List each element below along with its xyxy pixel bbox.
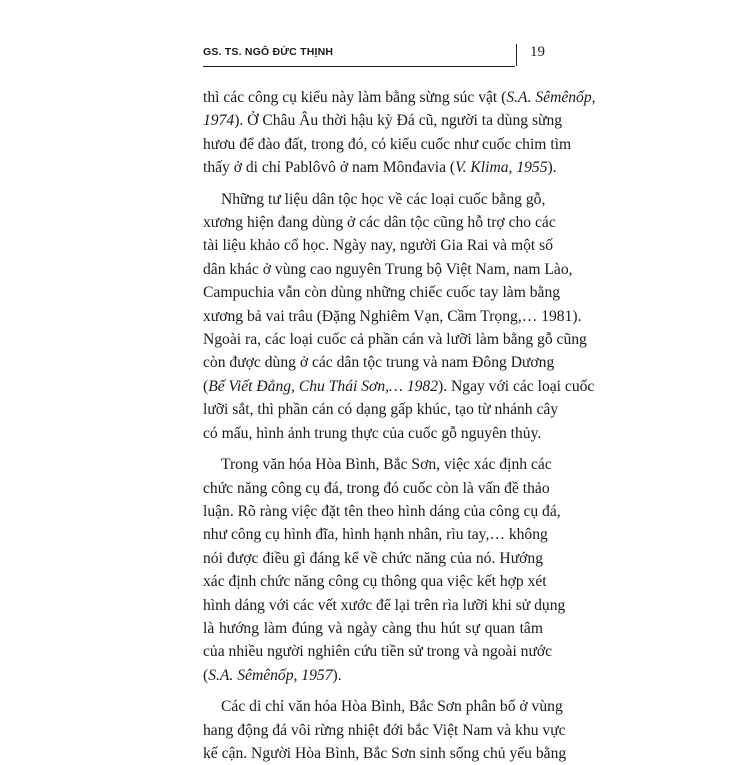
text-line: [203, 570, 547, 593]
text-run: tài liệu khảo cổ học. Ngày nay, người Gia Rai và một số: [203, 237, 554, 255]
running-header: [203, 44, 515, 67]
paragraph: [203, 86, 596, 180]
text-run: chức năng công cụ đá, trong đó cuốc còn là vấn đề thảo: [203, 479, 550, 497]
text-run: xương bả vai trâu (Đặng Nghiêm Vạn, Cầm Trọng,… 1981).: [203, 307, 582, 325]
text-run: ).: [332, 666, 342, 684]
text-line: [203, 328, 587, 351]
text-line: [203, 695, 563, 718]
header-author: GS. TS. NGÔ ĐỨC THỊNH: [203, 46, 334, 58]
text-run: ). Ngay với các loại cuốc: [438, 377, 595, 395]
page-number: 19: [530, 44, 545, 60]
text-run: luận. Rõ ràng việc đặt tên theo hình dáng của công cụ đá,: [203, 502, 561, 520]
text-run: có mấu, hình ảnh trung thực của cuốc gỗ nguyên thủy.: [203, 424, 542, 442]
text-run: Campuchia vẫn còn dùng những chiếc cuốc tay làm bằng: [203, 284, 561, 302]
text-run: Các di chỉ văn hóa Hòa Bình, Bắc Sơn phân bố ở vùng: [221, 698, 563, 716]
text-run: hang động đá vôi rừng nhiệt đới bắc Việt Nam và khu vực: [203, 721, 566, 739]
text-run: hươu để đào đất, trong đó, có kiểu cuốc như cuốc chim tìm: [203, 135, 572, 153]
text-run: kế cận. Người Hòa Bình, Bắc Sơn sinh sống chủ yếu bằng: [203, 744, 567, 762]
text-run: Ngoài ra, các loại cuốc cả phần cán và lưỡi làm bằng gỗ cũng: [203, 331, 587, 349]
text-line: [203, 351, 555, 374]
text-line: [203, 281, 561, 304]
text-run: Những tư liệu dân tộc học về các loại cuốc bằng gỗ,: [221, 190, 546, 208]
text-line: [203, 664, 543, 687]
text-run: lưỡi sắt, thì phần cán có dạng gấp khúc, tạo từ nhánh cây: [203, 401, 559, 419]
citation-italic: S.A. Sêmênốp,: [506, 89, 596, 106]
text-run: (: [203, 377, 209, 395]
text-line: [203, 234, 554, 257]
text-run: thì các công cụ kiểu này làm bằng sừng súc vật (: [203, 89, 507, 106]
text-line: [203, 640, 553, 663]
paragraph: [203, 188, 595, 445]
text-run: như công cụ hình đĩa, hình hạnh nhân, rìu tay,… không: [203, 526, 548, 544]
text-line: [203, 188, 546, 211]
citation-italic: Bế Viết Đẳng, Chu Thái Sơn,… 1982: [208, 377, 439, 395]
text-run: ).: [547, 159, 557, 177]
text-run: hình dáng với các vết xước để lại trên rìa lưỡi khi sử dụng: [203, 596, 566, 614]
text-line: [203, 617, 543, 640]
text-line: [203, 258, 573, 281]
text-run: Trong văn hóa Hòa Bình, Bắc Sơn, việc xác định các: [221, 456, 552, 474]
citation-italic: 1974: [203, 112, 235, 130]
text-line: [203, 422, 543, 445]
text-line: [203, 133, 572, 156]
paragraph: [203, 695, 567, 765]
text-line: [203, 477, 550, 500]
text-run: (: [203, 666, 209, 684]
paragraph: [203, 453, 566, 687]
header-divider: [516, 44, 517, 66]
text-run: còn được dùng ở các dân tộc trung và nam Đông Dương: [203, 354, 555, 372]
text-run: nói được điều gì đáng kể về chức năng của nó. Hướng: [203, 549, 543, 567]
text-line: [203, 156, 557, 179]
body-text: [203, 86, 596, 765]
text-run: thấy ở di chỉ Pablôvô ở nam Mônđavia (: [203, 159, 456, 177]
text-run: xương hiện đang dùng ở các dân tộc cũng hỗ trợ cho các: [203, 214, 556, 232]
text-run: của nhiều người nghiên cứu tiền sử trong và ngoài nước: [203, 643, 553, 661]
text-run: xác định chức năng công cụ thông qua việc kết hợp xét: [203, 573, 547, 591]
text-line: [203, 375, 595, 398]
citation-italic: S.A. Sêmênốp, 1957: [208, 666, 333, 684]
text-line: [203, 453, 552, 476]
text-run: là hướng làm đúng và ngày càng thu hút sự quan tâm: [203, 619, 543, 637]
text-line: [203, 398, 559, 421]
text-line: [203, 211, 556, 234]
text-line: [203, 719, 566, 742]
text-line: [203, 594, 566, 617]
text-line: [203, 742, 567, 765]
text-line: [203, 86, 596, 109]
text-line: [203, 109, 563, 132]
text-line: [203, 547, 543, 570]
text-line: [203, 500, 561, 523]
text-line: [203, 523, 548, 546]
text-run: dân khác ở vùng cao nguyên Trung bộ Việt Nam, nam Lào,: [203, 260, 573, 278]
text-line: [203, 305, 582, 328]
citation-italic: V. Klima, 1955: [455, 159, 548, 177]
text-run: ). Ở Châu Âu thời hậu kỳ Đá cũ, người ta dùng sừng: [234, 112, 563, 130]
